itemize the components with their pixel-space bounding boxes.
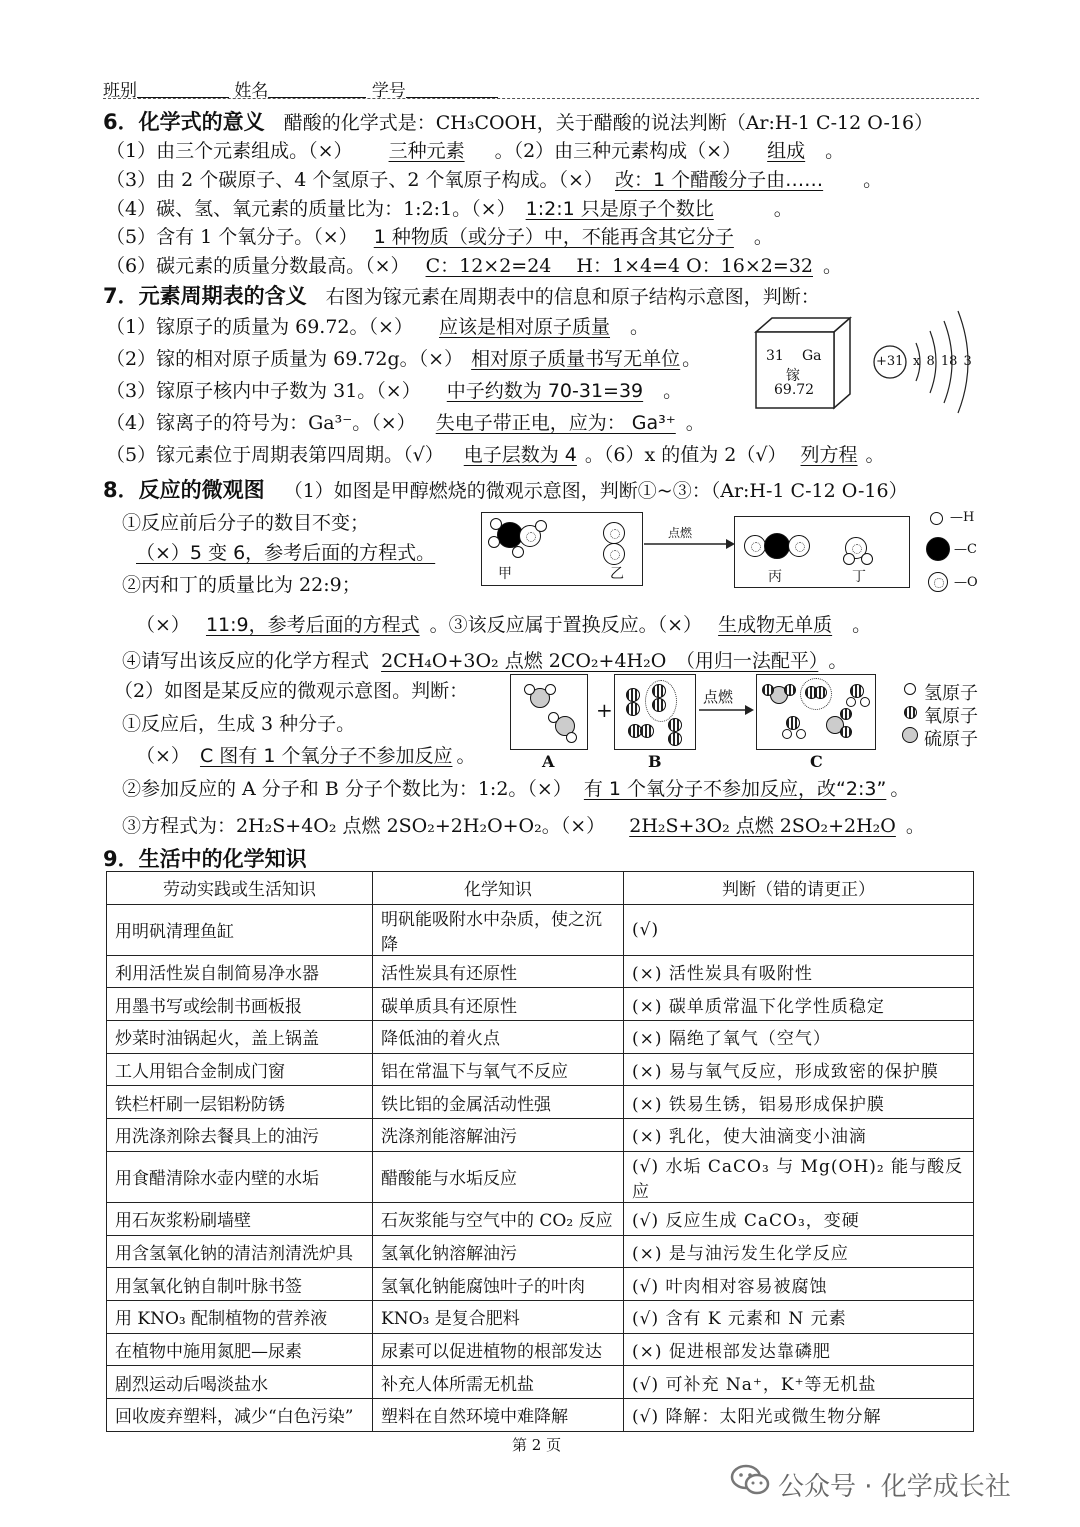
judgment-cell: (×) 铁易生锈，铝易形成保护膜 — [624, 1086, 974, 1119]
s6-q4: （4）碳、氢、氧元素的质量比为：1:2:1。（×） — [106, 198, 516, 220]
s8-end: 。 — [852, 614, 872, 636]
oxygen-atom — [668, 718, 682, 732]
s7-a1: 应该是相对原子质量 — [439, 316, 611, 338]
practice-cell: 炒菜时油锅起火，盖上锅盖 — [107, 1021, 373, 1054]
judgment-cell: (√) 反应生成 CaCO₃，变硬 — [624, 1202, 974, 1235]
table-row — [107, 955, 974, 988]
practice-cell: 在植物中施用氮肥—尿素 — [107, 1333, 373, 1366]
s8-p2: ②参加反应的 A 分子和 B 分子个数比为：1:2。（×） — [122, 778, 572, 800]
s6-end: 。 — [863, 169, 883, 191]
life-chemistry-table — [106, 871, 974, 1432]
s6-item-3 — [106, 165, 882, 192]
oxygen-atom — [744, 535, 766, 557]
table-header-row — [107, 872, 974, 905]
s7-a2: 相对原子质量书写无单位 — [471, 348, 681, 370]
section-7-title: 7．元素周期表的含义 — [103, 284, 307, 308]
s8-q3: 。③该反应属于置换反应。（×） — [429, 614, 703, 636]
s8-p1: ①反应后，生成 3 种分子。 — [122, 713, 356, 735]
table-header: 判断（错的请更正） — [624, 872, 974, 905]
s8-end: 。 — [905, 815, 925, 837]
oxygen-atom — [640, 724, 654, 738]
s7-a6: 列方程 — [800, 444, 858, 466]
table-row — [107, 1119, 974, 1152]
judgment-cell: (√) 水垢 CaCO₃ 与 Mg(OH)₂ 能与酸反应 — [624, 1151, 974, 1202]
legend-h: —H — [950, 510, 975, 525]
practice-cell: 用墨书写或绘制书画板报 — [107, 988, 373, 1021]
hydrogen-atom — [843, 553, 855, 565]
s8-row-p1a — [136, 741, 475, 768]
s7-q6: 。（6）x 的值为 2（√） — [584, 444, 787, 466]
judgment-cell: (×) 易与氧气反应，形成致密的保护膜 — [624, 1053, 974, 1086]
table-row — [107, 1268, 974, 1301]
s7-q3: （3）镓原子核内中子数为 31。（×） — [106, 380, 421, 402]
s8-row-p3 — [122, 811, 925, 838]
oxygen-atom — [626, 688, 640, 702]
s6-a3: 改：1 个醋酸分子由…… — [614, 169, 824, 191]
s6-end: 。 — [825, 140, 845, 162]
legend-oxygen-icon — [904, 706, 917, 719]
legend-oxygen-icon — [928, 572, 948, 592]
s6-end: 。 — [753, 226, 773, 248]
label-c: C — [810, 752, 823, 771]
s7-a4: 失电子带正电，应为： Ga³⁺ — [435, 412, 676, 434]
oxygen-atom — [788, 535, 810, 557]
hydrogen-atom — [488, 536, 500, 548]
table-row — [107, 1366, 974, 1399]
hydrogen-atom — [535, 520, 547, 532]
s6-q1: （1）由三个元素组成。（×） — [106, 140, 353, 162]
knowledge-cell: 醋酸能与水垢反应 — [373, 1151, 624, 1202]
s6-q6: （6）碳元素的质量分数最高。（×） — [106, 255, 410, 277]
judgment-cell: (×) 活性炭具有吸附性 — [624, 955, 974, 988]
legend-carbon-icon — [926, 537, 950, 561]
s8-part2: （2）如图是某反应的微观示意图。判断： — [114, 680, 469, 702]
oxygen-atom — [652, 698, 666, 712]
cell-mass: 69.72 — [774, 382, 815, 398]
practice-cell: 回收废弃塑料，减少“白色污染” — [107, 1398, 373, 1431]
knowledge-cell: 补充人体所需无机盐 — [373, 1366, 624, 1399]
knowledge-cell: KNO₃ 是复合肥料 — [373, 1300, 624, 1333]
practice-cell: 用明矾清理鱼缸 — [107, 904, 373, 955]
table-header: 劳动实践或生活知识 — [107, 872, 373, 905]
s7-end: 。 — [685, 412, 705, 434]
practice-cell: 用石灰浆粉刷墙壁 — [107, 1202, 373, 1235]
practice-cell: 铁栏杆刷一层铝粉防锈 — [107, 1086, 373, 1119]
knowledge-cell: 氢氧化钠能腐蚀叶子的叶肉 — [373, 1268, 624, 1301]
section-6-title: 6．化学式的意义 — [103, 110, 265, 134]
s8-q2: ②丙和丁的质量比为 22:9； — [122, 574, 361, 596]
watermark-text: 公众号 · 化学成长社 — [778, 1472, 1011, 1502]
s8-row-q2a — [136, 610, 871, 637]
name-label: 姓名 — [234, 81, 269, 101]
s8-q4: ④请写出该反应的化学方程式 — [122, 650, 370, 672]
hydrogen-atom — [796, 729, 806, 739]
judgment-cell: (√) — [624, 904, 974, 955]
s6-q5: （5）含有 1 个氧分子。（×） — [106, 226, 358, 248]
judgment-cell: (√) 可补充 Na⁺，K⁺等无机盐 — [624, 1366, 974, 1399]
s7-end: 。 — [865, 444, 885, 466]
legend-oxygen: 氧原子 — [924, 706, 978, 727]
s8-end: 。 — [890, 778, 910, 800]
practice-cell: 工人用铝合金制成门窗 — [107, 1053, 373, 1086]
legend-o: —O — [954, 575, 978, 590]
knowledge-cell: 尿素可以促进植物的根部发达 — [373, 1333, 624, 1366]
s6-end: 。 — [773, 198, 793, 220]
practice-cell: 用食醋清除水壶内壁的水垢 — [107, 1151, 373, 1202]
arrow-condition-2: 点燃 — [703, 688, 734, 706]
knowledge-cell: 石灰浆能与空气中的 CO₂ 反应 — [373, 1202, 624, 1235]
wechat-icon — [730, 1462, 772, 1498]
table-row — [107, 1398, 974, 1431]
section-8-intro: （1）如图是甲醇燃烧的微观示意图，判断①~③：（Ar:H-1 C-12 O-16） — [283, 480, 908, 502]
section-6-intro: 醋酸的化学式是：CH₃COOH，关于醋酸的说法判断（Ar:H-1 C-12 O-16） — [283, 112, 934, 134]
legend-sulfur-icon — [902, 727, 918, 743]
atom-nucleus: +31 — [876, 354, 904, 369]
oxygen-atom — [762, 684, 774, 696]
section-7-intro: 右图为镓元素在周期表中的信息和原子结构示意图，判断： — [325, 286, 820, 308]
s6-a2: 组成 — [767, 140, 806, 162]
legend-hydrogen: 氢原子 — [924, 683, 978, 704]
knowledge-cell: 降低油的着火点 — [373, 1021, 624, 1054]
s8-row-q4 — [122, 646, 847, 673]
s7-item-4 — [106, 408, 705, 435]
class-label: 班别 — [103, 81, 137, 101]
table-row — [107, 1235, 974, 1268]
judgment-cell: (×) 乳化，使大油滴变小油滴 — [624, 1119, 974, 1152]
table-header: 化学知识 — [373, 872, 624, 905]
header-divider — [103, 98, 979, 99]
judgment-cell: (√) 降解：太阳光或微生物分解 — [624, 1398, 974, 1431]
atom-shells: x 8 18 3 — [913, 354, 972, 369]
hydrogen-atom — [860, 697, 870, 707]
s8-q1: ①反应前后分子的数目不变； — [122, 512, 370, 534]
arrow-condition-1: 点燃 — [668, 526, 693, 540]
s8-p1a-mark: （×） — [136, 745, 190, 767]
s7-q2: （2）镓的相对原子质量为 69.72g。（×） — [106, 348, 464, 370]
hydrogen-atom — [490, 518, 502, 530]
s6-a5: 1 种物质（或分子）中，不能再含其它分子 — [373, 226, 734, 248]
s7-a5: 电子层数为 4 — [463, 444, 577, 466]
s8-p3a: 2H₂S+3O₂ 点燃 2SO₂+2H₂O — [629, 815, 896, 837]
judgment-cell: (×) 碳单质常温下化学性质稳定 — [624, 988, 974, 1021]
judgment-cell: (×) 促进根部发达靠磷肥 — [624, 1333, 974, 1366]
s7-q4: （4）镓离子的符号为：Ga³⁻。（×） — [106, 412, 416, 434]
s7-item-5 — [106, 440, 885, 467]
judgment-cell: (√) 叶肉相对容易被腐蚀 — [624, 1268, 974, 1301]
hydrogen-atom — [566, 732, 577, 743]
legend-sulfur: 硫原子 — [924, 729, 978, 750]
s6-a4: 1:2:1 只是原子个数比 — [525, 198, 714, 220]
s6-a1: 三种元素 — [388, 140, 465, 162]
s8-row-p2 — [122, 774, 909, 801]
s7-end: 。 — [682, 348, 702, 370]
s8-a1: （×）5 变 6，参考后面的方程式。 — [136, 542, 436, 564]
table-row — [107, 1053, 974, 1086]
knowledge-cell: 活性炭具有还原性 — [373, 955, 624, 988]
legend-hydrogen-icon — [930, 512, 943, 525]
s8-a4: 2CH₄O+3O₂ 点燃 2CO₂+4H₂O （用归一法配平） — [381, 650, 819, 672]
table-row — [107, 1300, 974, 1333]
id-label: 学号 — [371, 81, 406, 101]
hydrogen-atom — [846, 697, 856, 707]
judgment-cell: (×) 是与油污发生化学反应 — [624, 1235, 974, 1268]
s8-q2a-mark: （×） — [136, 614, 190, 636]
s6-a6: C：12×2=24 H：1×4=4 O：16×2=32 — [425, 255, 813, 277]
cell-name: 镓 — [786, 368, 800, 384]
oxygen-atom — [626, 702, 640, 716]
s7-q1: （1）镓原子的质量为 69.72。（×） — [106, 316, 413, 338]
legend-c: —C — [954, 542, 977, 557]
cell-symbol: Ga — [802, 348, 822, 364]
oxygen-atom — [840, 726, 852, 738]
oxygen-atom — [786, 716, 800, 730]
label-a: A — [542, 752, 555, 771]
table-row — [107, 1021, 974, 1054]
s6-q3: （3）由 2 个碳原子、4 个氢原子、2 个氧原子构成。（×） — [106, 169, 603, 191]
table-row — [107, 1151, 974, 1202]
table-row — [107, 1202, 974, 1235]
practice-cell: 用洗涤剂除去餐具上的油污 — [107, 1119, 373, 1152]
section-7-heading — [103, 280, 820, 310]
plus-sign: + — [596, 698, 613, 722]
oxygen-atom — [814, 686, 827, 699]
knowledge-cell: 铝在常温下与氧气不反应 — [373, 1053, 624, 1086]
practice-cell: 剧烈运动后喝淡盐水 — [107, 1366, 373, 1399]
s8-p1a: C 图有 1 个氧分子不参加反应 — [199, 745, 453, 767]
s7-end: 。 — [663, 380, 683, 402]
oxygen-atom — [603, 543, 625, 565]
s7-end: 。 — [630, 316, 650, 338]
oxygen-atom — [603, 522, 625, 544]
knowledge-cell: 明矾能吸附水中杂质，使之沉降 — [373, 904, 624, 955]
label-b: B — [648, 752, 662, 771]
section-9-title: 9．生活中的化学知识 — [103, 847, 307, 871]
knowledge-cell: 洗涤剂能溶解油污 — [373, 1119, 624, 1152]
s6-q2: 。（2）由三种元素构成（×） — [494, 140, 742, 162]
knowledge-cell: 塑料在自然环境中难降解 — [373, 1398, 624, 1431]
hydrogen-atom — [545, 684, 556, 695]
hydrogen-atom — [548, 712, 559, 723]
oxygen-atom — [652, 684, 666, 698]
hydrogen-atom — [512, 546, 524, 558]
cell-number: 31 — [766, 348, 784, 364]
section-8-title: 8．反应的微观图 — [103, 478, 265, 502]
table-row — [107, 904, 974, 955]
knowledge-cell: 碳单质具有还原性 — [373, 988, 624, 1021]
s6-item-6 — [106, 251, 842, 278]
page-number: 第 2 页 — [512, 1436, 562, 1454]
judgment-cell: (×) 隔绝了氧气（空气） — [624, 1021, 974, 1054]
practice-cell: 利用活性炭自制简易净水器 — [107, 955, 373, 988]
oxygen-atom — [850, 684, 864, 698]
practice-cell: 用含氢氧化钠的清洁剂清洗炉具 — [107, 1235, 373, 1268]
oxygen-atom — [784, 684, 796, 696]
knowledge-cell: 氢氧化钠溶解油污 — [373, 1235, 624, 1268]
s7-item-3 — [106, 376, 682, 403]
judgment-cell: (√) 含有 K 元素和 N 元素 — [624, 1300, 974, 1333]
practice-cell: 用 KNO₃ 配制植物的营养液 — [107, 1300, 373, 1333]
s8-p2a: 有 1 个氧分子不参加反应，改“2:3” — [583, 778, 887, 800]
hydrogen-atom — [782, 729, 792, 739]
table-row — [107, 1086, 974, 1119]
s7-item-1 — [106, 312, 649, 339]
s8-a2: 11:9，参考后面的方程式 — [205, 614, 420, 636]
s8-a3: 生成物无单质 — [718, 614, 833, 636]
table-body — [107, 904, 974, 1431]
hydrogen-atom — [861, 553, 873, 565]
section-8-heading — [103, 474, 908, 504]
legend-hydrogen-icon — [904, 683, 916, 695]
s6-item-4 — [106, 194, 793, 221]
section-6-heading — [103, 106, 933, 136]
oxygen-atom — [840, 708, 852, 720]
s6-item-5 — [106, 222, 773, 249]
s6-item-1 — [106, 136, 844, 163]
label-jia: 甲 — [498, 566, 512, 582]
practice-cell: 用氢氧化钠自制叶脉书签 — [107, 1268, 373, 1301]
oxygen-atom — [668, 732, 682, 746]
s7-q5: （5）镓元素位于周期表第四周期。（√） — [106, 444, 444, 466]
s8-p3: ③方程式为：2H₂S+4O₂ 点燃 2SO₂+2H₂O+O₂。（×） — [122, 815, 606, 837]
table-row — [107, 988, 974, 1021]
label-bing: 丙 — [768, 569, 782, 585]
s6-end: 。 — [823, 255, 843, 277]
s8-end: 。 — [828, 650, 848, 672]
carbon-atom — [764, 533, 790, 559]
label-yi: 乙 — [610, 566, 624, 582]
hydrogen-atom — [524, 684, 535, 695]
s8-end: 。 — [456, 745, 476, 767]
table-row — [107, 1333, 974, 1366]
s7-a3: 中子约数为 70-31=39 — [446, 380, 644, 402]
s7-item-2 — [106, 344, 701, 371]
knowledge-cell: 铁比铝的金属活动性强 — [373, 1086, 624, 1119]
label-ding: 丁 — [852, 569, 866, 585]
